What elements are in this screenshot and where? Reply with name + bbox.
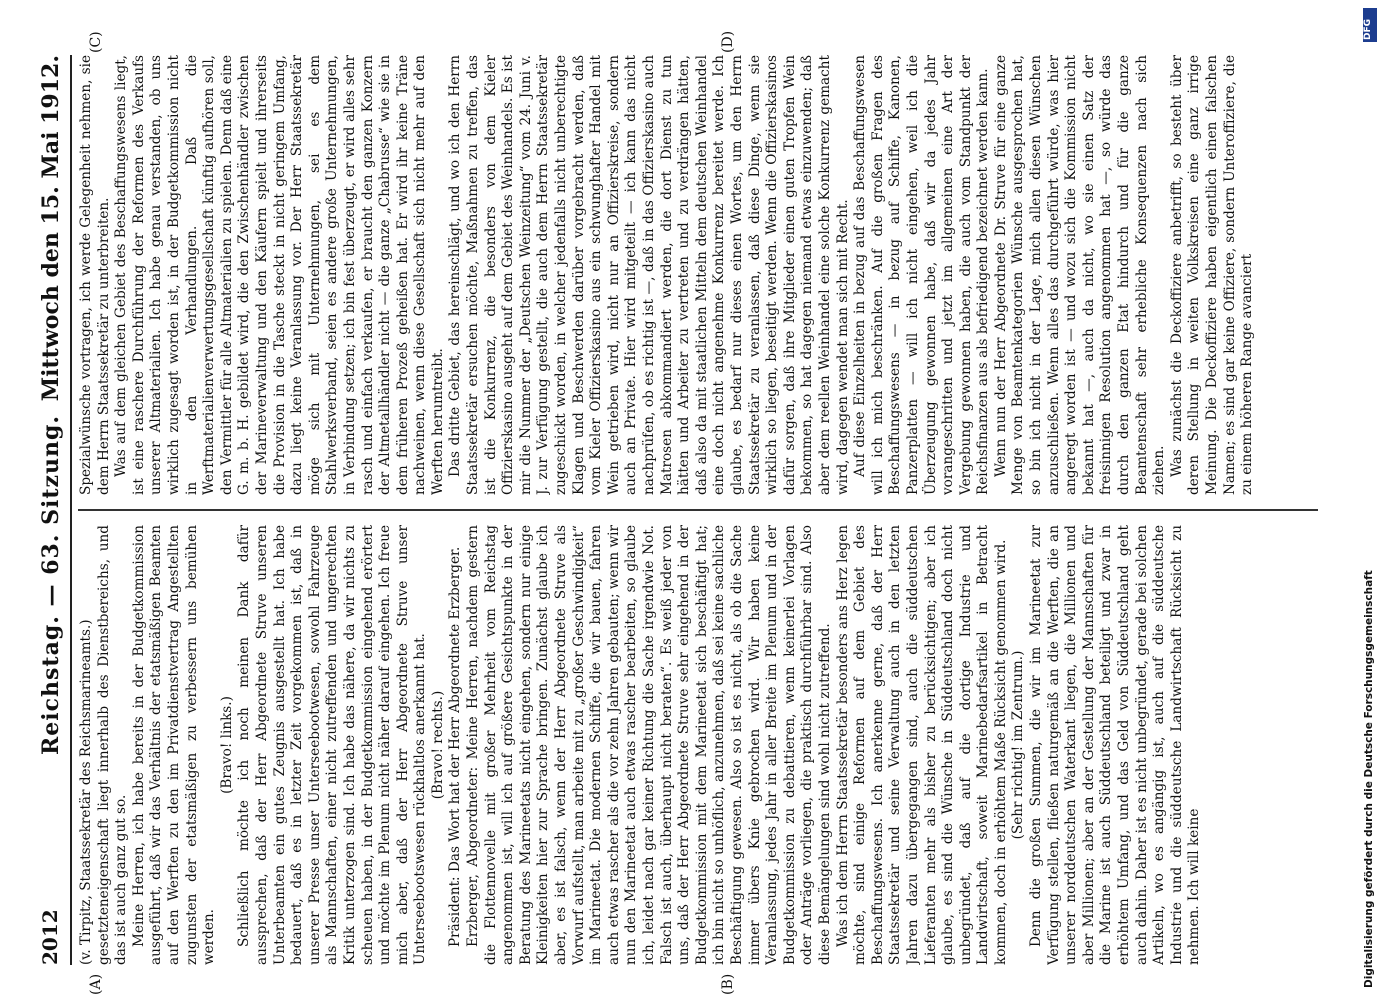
paragraph: Auf diese Einzelheiten in bezug auf das Beschaffungswesen will ich mich beschränken. Auf die großen Fragen des Beschaffungswesens — in bezug auf Schiffe, Kanonen, Panzerplatten — will ich nicht eingehen, weil ich die Überzeugung gewonnen habe, daß wir da jedes Jahr vorangeschritten und jetzt im allgemeinen eine Art der Vergebung gewonnen haben, die auch vom Standpunkt der Reichsfinanzen aus als befriedigend bezeichnet werden kann. (852, 55, 992, 495)
margin-marker-d: (D) (720, 30, 736, 53)
credit-text: Digitalisierung gefördert durch die Deutsche Forschungsgemeinschaft (1363, 570, 1375, 988)
paragraph: gesetzteneigenschaft liegt innerhalb des Dienstbereichs, und das ist auch ganz gut so. (95, 525, 130, 965)
column-divider (78, 509, 1318, 511)
paragraph: Das dritte Gebiet, das hereinschlägt, und wo ich den Herrn Staatssekretär ersuchen möchte, Maßnahmen zu treffen, das ist die Konkurrenz, die besonders von dem Kieler Offizierskasino ausgeht auf dem Gebiet des Weinhandels. Es ist mir die Nummer der „Deutschen Weinzeitung“ vom 24. Juni v. J. zur Verfügung gestellt, die auch dem Herrn Staatssekretär zugeschickt worden, in welcher jedenfalls nicht unberechtigte Klagen und Beschwerden darüber vorgebracht werden, daß vom Kieler Offizierskasino aus ein schwunghafter Handel mit Wein getrieben wird, nicht nur an Offizierskreise, sondern auch an Private. Hier wird mitgeteilt — ich kann das nicht nachprüfen, ob es richtig ist —, daß in das Offizierskasino auch Matrosen abkommandiert werden, die dort Dienst zu tun hätten und Arbeiter zu vertreten und zu verdrängen hätten, daß also da mit staatlichen Mitteln dem deutschen Weinhandel eine doch nicht angenehme Konkurrenz bereitet werde. Ich glaube, es bedarf nur dieses einen Wortes, um den Herrn Staatssekretär zu veranlassen, daß diese Dinge, wenn sie wirklich so liegen, beseitigt werden. Wenn die Offizierskasinos dafür sorgen, daß ihre Mitglieder einen guten Tropfen Wein bekommen, so hat dagegen niemand etwas einzuwenden; daß aber dem reellen Weinhandel eine solche Konkurrenz gemacht wird, dagegen wendet man sich mit Recht. (447, 55, 851, 495)
digitization-credit (1363, 48, 1377, 988)
paragraph: Denn die großen Summen, die wir im Marineetat zur Verfügung stellen, fließen naturgemäß an die Werften, die an unserer norddeutschen Waterkant liegen, die Millionen und aber Millionen; aber an der Gestellung der Mannschaften für die Marine ist auch Süddeutschland beteiligt und zwar in erhöhtem Umfang, und das Geld von Süddeutschland geht auch dahin. Daher ist es nicht unbegründet, gerade bei solchen Artikeln, wo es angängig ist, auch auf die süddeutsche Industrie und die süddeutsche Landwirtschaft Rücksicht zu nehmen. Ich will keine (1028, 525, 1203, 965)
page-number: 2012 (38, 909, 62, 965)
right-column (78, 55, 1338, 495)
margin-marker-c: (C) (88, 31, 104, 53)
paragraph: Was zunächst die Deckoffiziere anbetrifft, so besteht über deren Stellung in weiten Volkskreisen eine ganz irrige Meinung. Die Deckoffiziere haben eigentlich einen falschen Namen; es sind gar keine Offiziere, sondern Unteroffiziere, die zu einem höheren Range avanciert (1168, 55, 1256, 495)
left-column (78, 525, 1338, 965)
header-rule (70, 55, 72, 965)
interjection: (Bravo! links.) (218, 696, 235, 794)
paragraph: Was auf dem gleichen Gebiet des Beschaffungswesens liegt, ist eine raschere Durchführung der Reformen des Verkaufs unserer Altmaterialien. Ich habe genau verstanden, ob uns wirklich zugesagt worden ist, in der Budgetkommission nicht in den Verhandlungen. Daß die Werftmaterialienverwertungsgesellschaft künftig aufhören soll, den Vermittler für alle Altmaterialien zu spielen. Denn daß eine G. m. b. H. gebildet wird, die den Zwischenhändler zwischen der Marineverwaltung und den Käufern spielt und ihrerseits die Provision in die Tasche steckt in nicht geringem Umfang, dazu liegt keine Veranlassung vor. Der Herr Staatssekretär möge sich mit Unternehmungen, sei es dem Stahlwerksverband, seien es andere große Unternehmungen, in Verbindung setzen; ich bin fest überzeugt, er wird alles sehr rasch und einfach verkaufen, er braucht den ganzen Konzern der Altmetallhändler nicht — die ganze „Chabrusse“ wie sie in dem früheren Prozeß geheißen hat. Er wird ihr keine Träne nachweinen, wenn diese Gesellschaft sich nicht mehr auf den Werften herumtreibt. (113, 55, 446, 495)
paragraph: Erzberger, Abgeordneter: Meine Herren, nachdem gestern die Flottennovelle mit großer Mehrheit vom Reichstag angenommen ist, will ich auf größere Gesichtspunkte in der Beratung des Marineetats nicht eingehen, sondern nur einige Kleinigkeiten hier zur Sprache bringen. Zunächst glaube ich aber, es ist falsch, wenn der Herr Abgeordnete Struve als Vorwurf aufstellt, man arbeite mit zu „großer Geschwindigkeit“ im Marineetat. Die modernen Schiffe, die wir bauen, fahren auch etwas rascher als die vor zehn Jahren gebauten; wenn wir nun den Marineetat auch etwas rascher bearbeiten, so glaube ich, leidet nach gar keiner Richtung die Sache irgendwie Not. Falsch ist auch, überhaupt nicht beraten“. Es weiß jeder von uns, daß der Herr Abgeordnete Struve sehr eingehend in der Budgetkommission mit dem Marineetat sich beschäftigt hat; ich bin nicht so unhöflich, anzunehmen, daß sei keine sachliche Beschäftigung gewesen. Also so ist es nicht, als ob die Sache immer übers Knie gebrochen wird. Wir haben keine Veranlassung, jedes Jahr in aller Breite im Plenum und in der Budgetkommission zu debattieren, wenn keinerlei Vorlagen oder Anträge vorliegen, die praktisch durchführbar sind. Also diese Bemängelungen sind wohl nicht zutreffend. (465, 525, 833, 965)
margin-marker-b: (B) (720, 973, 736, 995)
paragraph: Meine Herren, ich habe bereits in der Budgetkommission ausgeführt, daß wir das Verhältnis der etatsmäßigen Beamten auf den Werften zu den im Privatdienstvertrag Angestellten zugunsten der etatsmäßigen zu verbessern uns bemühen werden. (130, 525, 218, 965)
paragraph: Wenn nun der Herr Abgeordnete Dr. Struve für eine ganze Menge von Beamtenkategorien Wünsche ausgesprochen hat, so bin ich nicht in der Lage, mich allen diesen Wünschen anzuschließen. Wenn alles das durchgeführt würde, was hier angeregt worden ist — und wozu sich die Kommission nicht bekannt hat —, auch da nicht, wo sie einen Satz der freisinnigen Resolution angenommen hat —, so würde das durch den ganzen Etat hindurch und für die ganze Beamtenschaft sehr erhebliche Konsequenzen nach sich ziehen. (992, 55, 1168, 495)
rotated-page (30, 30, 1330, 995)
margin-marker-a: (A) (88, 973, 104, 995)
dfg-logo-text: DFG (1363, 18, 1373, 40)
interjection: (Bravo! rechts.) (429, 690, 446, 800)
paragraph: Was ich dem Herrn Staatssekretär besonders ans Herz legen möchte, sind einige Reformen auf dem Gebiet des Beschaffungswesens. Ich anerkenne gerne, daß der Herr Staatssekretär und seine Verwaltung auch in den letzten Jahren dazu übergegangen sind, auch die süddeutschen Lieferanten mehr als bisher zu berücksichtigen; aber ich glaube, es sind die Wünsche in Süddeutschland doch nicht unbegründet, daß auf die dortige Industrie und Landwirtschaft, soweit Marinebedarfsartikel in Betracht kommen, doch in erhöhtem Maße Rücksicht genommen wird. (834, 525, 1009, 965)
paragraph: Schließlich möchte ich noch meinen Dank dafür aussprechen, daß der Herr Abgeordnete Struve unseren Unterbeamten ein gutes Zeugnis ausgestellt hat. Ich habe bedauert, daß es in letzter Zeit vorgekommen ist, daß in unserer Presse unser Unterseebootwesen, sowohl Fahrzeuge als Mannschaften, einer nicht zutreffenden und ungerechten Kritik unterzogen sind. Ich habe das nähere, da wir nichts zu scheuen haben, in der Budgetkommission eingehend erörtert und möchte im Plenum nicht näher darauf eingehen. Ich freue mich aber, daß der Herr Abgeordnete Struve unser Unterseebootswesen rückhaltlos anerkannt hat. (236, 525, 429, 965)
paragraph: Spezialwünsche vortragen, ich werde Gelegenheit nehmen, sie dem Herrn Staatssekretär zu unterbreiten. (78, 55, 112, 495)
interjection: (Sehr richtig! im Zentrum.) (1010, 650, 1027, 840)
session-title: Reichstag. — 63. Sitzung. (38, 414, 64, 755)
speaker-note: (v. Tirpitz, Staatssekretär des Reichsmarineamts.) (78, 619, 94, 965)
session-date: Mittwoch den 15. Mai 1912. (38, 55, 64, 402)
dfg-logo (1363, 8, 1377, 42)
president-remark: Präsident: Das Wort hat der Herr Abgeordnete Erzberger. (447, 546, 464, 947)
